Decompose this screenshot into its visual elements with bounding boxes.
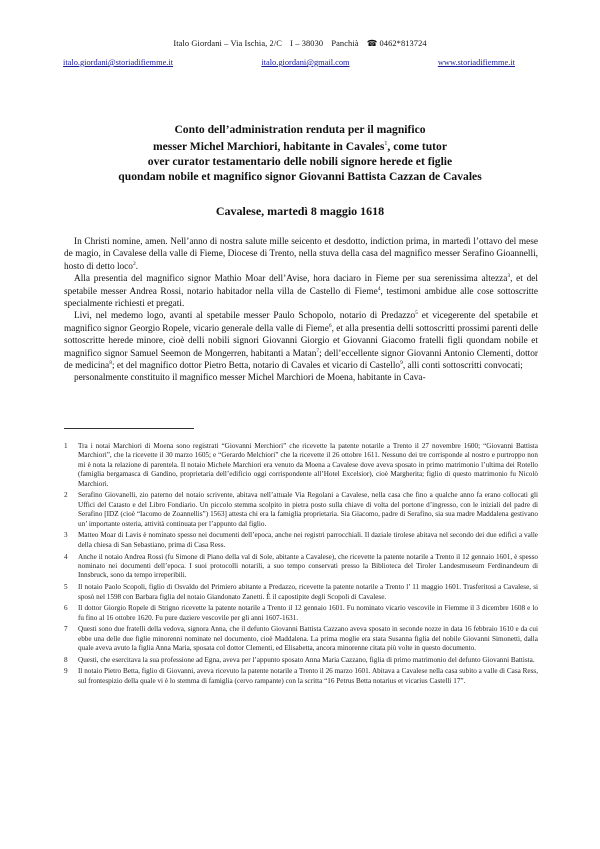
paragraph-1-end: . — [135, 261, 139, 272]
phone-number: ☎ 0462*813724 — [366, 39, 427, 48]
footnote-ref: 2 — [132, 260, 136, 267]
footnote — [64, 625, 538, 653]
paragraph-2-text-a: Alla presentia del magnifico signor Mathio Moar dell’Avise, hora daciaro in Fieme per sua serenissima altezza — [74, 274, 508, 285]
contact-links — [63, 58, 515, 67]
footnote-number: 8 — [64, 655, 68, 664]
footnote-number: 6 — [64, 604, 68, 613]
title-line-2 — [60, 137, 540, 154]
paragraph-2-text-c: , testimoni ambidue alle cose sottoscritte specialmente richiesti et pregati. — [64, 286, 538, 310]
title-line-4: quondam nobile et magnifico signor Giovanni Battista Cazzan de Cavales — [118, 170, 482, 184]
title-line-2-end: , come tutor — [387, 140, 447, 154]
footnote-text: Il notaio Paolo Scopoli, figlio di Osvaldo del Primiero abitante a Predazzo, ricevette la patente notarile a Trento l’ 11 maggio 1601. Trasferitosi a Cavalese, si sposò nel 1598 con Barbara figlia del notaio Giandonato Zanetti. È il capostipite degli Scopoli di Cavalese. — [78, 583, 538, 601]
paragraph-1 — [64, 236, 538, 273]
footnote-number: 1 — [64, 442, 68, 450]
letterhead — [0, 38, 600, 48]
footnote-text: Il dottor Giorgio Ropele di Strigno ricevette la patente notarile a Trento il 12 gennaio 1601. Fu nominato vicario vescovile in Fiemme il 3 dicembre 1608 e lo fu fino al 16 ottobre 1620. Fu pure daziere vescovile per gli anni 1607-1631. — [78, 604, 538, 622]
title-line-3: over curator testamentario delle nobili signore herede et figlie — [147, 155, 453, 169]
footnote-text: Questi sono due fratelli della vedova, signora Anna, che il defunto Giovanni Battista Cazzano aveva sposato in seconde nozze in data 16 febbraio 1610 e da cui ebbe una delle due figlie minorenni nominate nel documento, cioè Maddalena. La prima moglie era stata Susanna figlia del nobile Giovanni Simonetti, dalla quale aveva avuto la figlia Anna Maria, sposata col dottor Clementi, ed Elisabetta, ancora minorenne citata più volte in questo documento. — [78, 625, 538, 653]
paragraph-3-text-d: ; dell’eccellente signor Giovanni Antonio Clementi, dottor de medicina — [64, 348, 538, 372]
title-line-1: Conto dell’administration renduta per il magnifico — [174, 123, 426, 136]
footnote-ref: 9 — [400, 359, 403, 366]
paragraph-2 — [64, 273, 538, 310]
author-address: Italo Giordani – Via Ischia, 2/C — [173, 39, 282, 48]
footnotes — [64, 442, 538, 689]
paragraph-1-text: In Christi nomine, amen. Nell’anno di nostra salute mille seicento et desdotto, indiction prima, in martedì l’ottavo del mese de magio, in Cavalese della valle di Fieme, Diocese di Trento, nella stuva della casa del magnifico messer Serafino Gioannelli, hosto di detto loco — [64, 237, 538, 272]
footnote — [64, 667, 538, 686]
paragraph-3-text-f: , alli conti sottoscritti convocati; — [402, 361, 523, 372]
footnote — [64, 604, 538, 623]
document-title — [60, 122, 540, 185]
footnote-divider — [64, 428, 194, 429]
footnote-text: Serafino Giovanelli, zio paterno del notaio scrivente, abitava nell’attuale Via Regolani a Cavalese, nella casa che fino a qualche anno fa erano collocati gli Uffici del Catasto e del Libro Fondiario. Un piccolo stemma scolpito in pietra posto sulla chiave di volta del portone d’ingresso, con le iniziali del padre di Serafino [IDZ (cioè “Iacomo de Zoannellis”) 1563] attesta chi era la famiglia proprietaria. Sia Giacomo, padre di Serafino, sia sua madre Maddalena gestivano un’ importante osteria, attività continuata per l’appunto dal figlio. — [78, 491, 538, 528]
paragraph-3-text-c: , et alla presentia delli sottoscritti prossimi parenti delle sottoscritte herede minore, cioè delli nobili signori Giovanni Giorgio et Giovanni Giacomo fratelli figli quondam nobile et magnifico signor Samuel Seemon de Mongerren, habitanti a Matan — [64, 323, 538, 359]
footnote-ref: 8 — [109, 359, 112, 366]
footnote-ref: 1 — [384, 141, 388, 148]
paragraph-2-text-b: , et del spetabile messer Andrea Rossi, notario habitador nella villa de Castello di Fieme — [64, 274, 538, 297]
paragraph-4: personalmente constituito il magnifico messer Michel Marchiori de Moena, habitante in Cava- — [74, 373, 426, 384]
town: Panchià — [331, 39, 359, 48]
footnote-number: 7 — [64, 625, 68, 634]
footnote — [64, 553, 538, 581]
website-link[interactable]: www.storiadifiemme.it — [437, 58, 515, 67]
footnote — [64, 656, 538, 665]
postal-code: I – 38030 — [290, 39, 324, 48]
footnote-ref: 4 — [377, 285, 381, 292]
title-line-2-text: messer Michel Marchiori, habitante in Cavales — [153, 140, 385, 154]
footnote-text: Questi, che esercitava la sua professione ad Egna, aveva per l’appunto sposato Anna Maria Cazzano, figlia di primo matrimonio del defunto Giovanni Battista. — [78, 655, 535, 664]
footnote-ref: 5 — [415, 310, 418, 317]
footnote — [64, 531, 538, 550]
footnote-ref: 6 — [328, 322, 332, 329]
footnote — [64, 491, 538, 529]
footnote-number: 4 — [64, 552, 68, 561]
footnote-ref: 3 — [507, 273, 511, 280]
footnote-text: Matteo Moar di Lavis è nominato spesso nei documenti dell’epoca, anche nei registri parrocchiali. Il daziale tirolese abitava nel secondo dei due edifici a valle della chiesa di San Sebastiano, prima di Casa Ress. — [78, 531, 538, 549]
footnote-number: 3 — [64, 531, 68, 540]
footnote-ref: 7 — [316, 347, 320, 354]
paragraph-3-text-a: Livi, nel medemo logo, avanti al spetabile messer Paulo Schopolo, notario di Predazzo — [74, 311, 416, 322]
footnote-number: 2 — [64, 491, 68, 500]
email-link-2[interactable]: italo.giordani@gmail.com — [261, 58, 350, 67]
footnote-number: 5 — [64, 583, 68, 592]
footnote-text: Il notaio Pietro Betta, figlio di Giovanni, aveva ricevuto la patente notarile a Trento il 26 marzo 1601. Abitava a Cavalese nella casa subito a valle di Casa Ress, sul frontespizio della quale vi è lo stemma di famiglia (cervo rampante) con la scritta “16 Petrus Betta notarius et vicarius Castelli 17”. — [78, 667, 538, 685]
footnote-text: Anche il notaio Andrea Rossi (fu Simone di Piano della val di Sole, abitante a Cavalese), che ricevette la patente notarile a Trento il 12 gennaio 1601, è spesso nominato nei documenti dell’epoca. I suoi protocolli notarili, a suo tempo conservati presso la Biblioteca del Tiroler Landesmuseum Ferdinandeum di Innsbruck, sono da tempo irreperibili. — [78, 552, 538, 580]
paragraph-3-text-b: et vicegerente del spetabile et magnifico signor Georgio Ropele, vicario generale della valle di Fieme — [64, 311, 538, 334]
email-link-1[interactable]: italo.giordani@storiadifiemme.it — [63, 58, 174, 67]
paragraph-3-text-e: ; et del magnifico dottor Pietro Betta, notario di Cavales et vicario di Castello — [111, 361, 401, 372]
footnote — [64, 442, 538, 489]
footnote-text: Tra i notai Marchiori di Moena sono registrati “Giovanni Merchiori” che ricevette la patente notarile a Trento il 27 novembre 1600; “Giovanni Battista Marchiori”, che la ricevette il 30 marzo 1605; e “Gerardo Melchiori” che la ricevette il 26 ottobre 1611. Nessuno dei tre corrisponde al nostro e purtroppo non mi è nota la relazione di parentela. Il notaio Michele Marchiori era venuto da Moena a Cavalese dove aveva sposato in primo matrimonio l’ultima dei Rotello (famiglia bergamasca di Gandino, proprietaria dell’edificio oggi corrispondente all’Hotel Excelsior), cioè Margherita; figlio di questo matrimonio fu Nicolò Marchiori. — [78, 442, 538, 488]
footnote-number: 9 — [64, 667, 68, 676]
paragraph-3 — [64, 310, 538, 372]
footnote — [64, 583, 538, 602]
date-heading: Cavalese, martedì 8 maggio 1618 — [215, 204, 385, 218]
body-text — [64, 236, 538, 385]
